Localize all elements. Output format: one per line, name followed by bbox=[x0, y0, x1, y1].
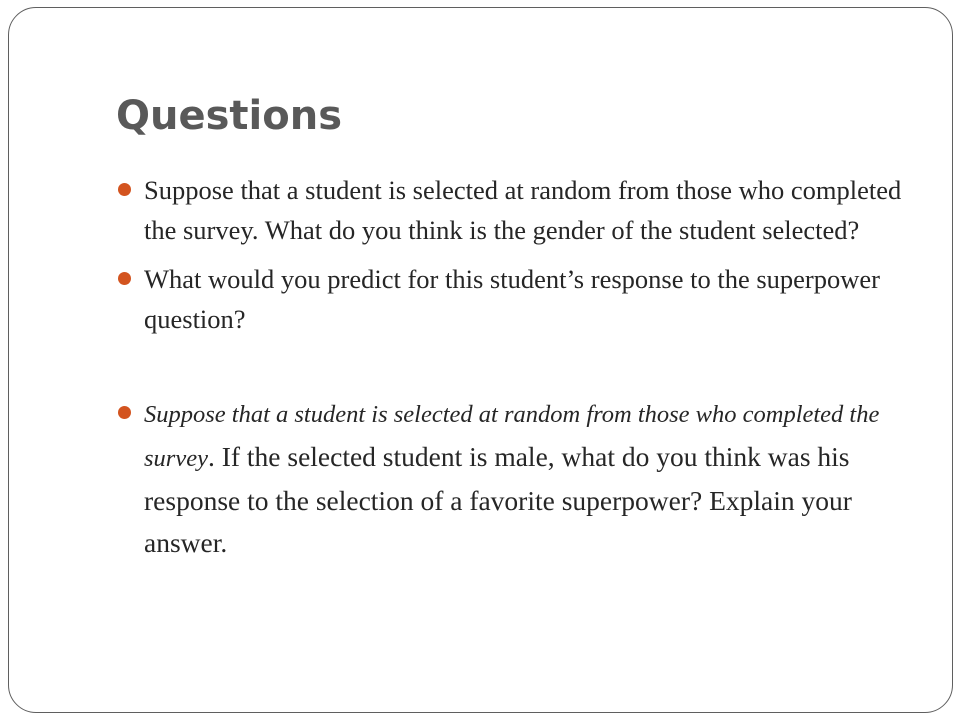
slide-title: Questions bbox=[116, 93, 343, 139]
bullet-dot-icon bbox=[118, 183, 131, 196]
bullet-item-1 bbox=[118, 170, 908, 250]
bullet-text: . If the selected student is male, what do you think was his response to the selection of a favorite superpower? Explain your answer. bbox=[144, 441, 852, 558]
bullet-italic-text: Suppose that a student is selected at random from those who completed the survey bbox=[144, 401, 880, 472]
bullet-list bbox=[118, 170, 908, 564]
bullet-item-2 bbox=[118, 259, 908, 339]
bullet-text: What would you predict for this student’s response to the superpower question? bbox=[144, 264, 880, 334]
bullet-dot-icon bbox=[118, 406, 131, 419]
slide-frame bbox=[8, 7, 953, 713]
bullet-dot-icon bbox=[118, 272, 131, 285]
bullet-text: Suppose that a student is selected at random from those who completed the survey. What do you think is the gender of the student selected? bbox=[144, 175, 902, 245]
bullet-item-3 bbox=[118, 392, 908, 564]
